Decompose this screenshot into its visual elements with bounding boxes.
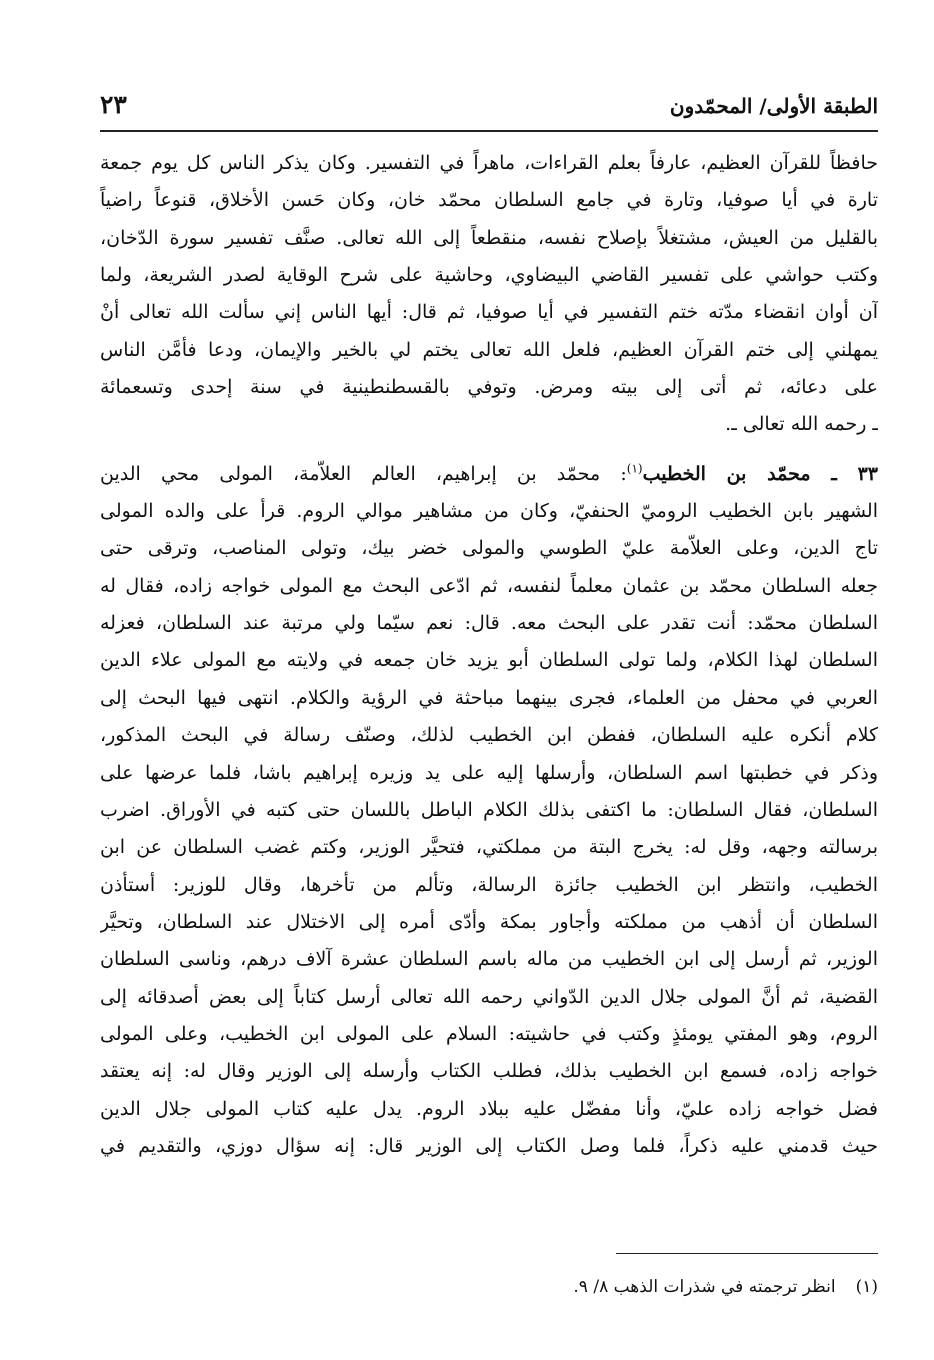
- text-line: وذكر في خطبتها اسم السلطان، وأرسلها إليه على يد وزيره إبراهيم باشا، فلما عرضها على: [100, 761, 878, 784]
- footnote-text: انظر ترجمته في شذرات الذهب ٨/ ٩.: [573, 1277, 836, 1297]
- text-line: برسالته وجهه، وقل له: يخرج البتة من مملكتي، فتحيَّر الوزير، وكتم غضب السلطان عن ابن: [100, 836, 878, 859]
- page-number: ٢٣: [100, 90, 127, 119]
- text-line: آن أوان انقضاء مدّته ختم التفسير في أيا صوفيا، ثم قال: أيها الناس إني سألت الله تعالى أنْ: [100, 301, 878, 324]
- text-line: وكتب حواشي على تفسير القاضي البيضاوي، وحاشية على شرح الوقاية لصدر الشريعة، ولما: [100, 264, 878, 287]
- running-title: الطبقة الأولى/ المحمّدون: [669, 94, 878, 118]
- paragraph-gap: [100, 444, 878, 456]
- text-line: السلطان محمّد: أنت تقدر على البحث معه. قال: نعم سيّما ولي مرتبة عند السلطان، فعزله: [100, 612, 878, 635]
- header-rule: [100, 130, 878, 132]
- text-line: يمهلني إلى ختم القرآن العظيم، فلعل الله تعالى يختم لي بالخير والإيمان، ودعا فأمَّن الناس: [100, 338, 878, 361]
- text-line: كلام أنكره عليه السلطان، ففطن ابن الخطيب لذلك، وصنّف رسالة في البحث المذكور،: [100, 724, 878, 747]
- paragraph-entry-33: [100, 456, 878, 1166]
- text-line: الروم، وهو المفتي يومئذٍ وكتب في حاشيته: السلام على المولى ابن الخطيب، وعلى المولى: [100, 1022, 878, 1045]
- text-line: الخطيب، وانتظر ابن الخطيب جائزة الرسالة، وتألم من تأخرها، وقال للوزير: أستأذن: [100, 873, 878, 896]
- text-line: جعله السلطان محمّد بن عثمان معلماً لنفسه، ثم ادّعى البحث مع المولى خواجه زاده، فقال له: [100, 574, 878, 597]
- entry-heading: ٣٣ ـ محمّد بن الخطيب: [642, 462, 878, 485]
- page-header: [100, 86, 878, 126]
- text-line: بالقليل من العيش، مشتغلاً بإصلاح نفسه، منقطعاً إلى الله تعالى. صنَّف تفسير سورة الدّخان،: [100, 226, 878, 249]
- text-line: على دعائه، ثم أتى إلى بيته ومرض. وتوفي بالقسطنطينية في سنة إحدى وتسعمائة: [100, 376, 878, 399]
- text-line: خواجه زاده، فسمع ابن الخطيب بذلك، فطلب الكتاب وأرسله إلى الوزير وقال له: إنه يعتقد: [100, 1060, 878, 1083]
- footnote-rule: [616, 1253, 878, 1254]
- text-line: فضل خواجه زاده عليّ، وأنا مفضّل عليه ببلاد الروم. يدل عليه كتاب المولى جلال الدين: [100, 1097, 878, 1120]
- entry-first-line-rest: : محمّد بن إبراهيم، العالم العلاّمة، المولى محي الدين: [100, 462, 627, 485]
- text-line: السلطان لهذا الكلام، ولما تولى السلطان أبو يزيد خان جمعه في ولايته مع المولى علاء الدين: [100, 649, 878, 672]
- text-line: تاج الدين، وعلى العلاّمة عليّ الطوسي والمولى خضر بيك، وتولى المناصب، وترقى حتى: [100, 537, 878, 560]
- text-line: تارة في أيا صوفيا، وتارة في جامع السلطان محمّد خان، وكان حَسن الأخلاق، قنوعاً راضياً: [100, 189, 878, 212]
- text-line: الوزير، ثم أرسل إلى ابن الخطيب من ماله باسم السلطان عشرة آلاف درهم، وناسى السلطان: [100, 948, 878, 971]
- entry-first-line: [100, 456, 878, 493]
- body-text: [100, 145, 878, 1165]
- footnote-number: (١): [855, 1277, 878, 1297]
- paragraph-biography-end: [100, 145, 878, 444]
- text-line: حيث قدمني عليه ذكراً، فلما وصل الكتاب إلى الوزير قال: إنه سؤال دوزي، والتقديم في: [100, 1134, 878, 1157]
- text-line: العربي في محفل من العلماء، فجرى بينهما مباحثة في الرؤية والكلام. انتهى فيها البحث إلى: [100, 686, 878, 709]
- text-line: القضية، ثم أنَّ المولى جلال الدين الدّواني رحمه الله تعالى أرسل كتاباً إلى بعض أصدقائه إلى: [100, 985, 878, 1008]
- footnote: [573, 1277, 878, 1297]
- text-line: ـ رحمه الله تعالى ـ.: [725, 413, 878, 436]
- text-line: الشهير بابن الخطيب الروميّ الحنفيّ، وكان من مشاهير موالي الروم. قرأ على والده المولى: [100, 500, 878, 523]
- text-line: السلطان أن أذهب من مملكته وأجاور بمكة وأدّى أمره إلى الاختلال عند السلطان، وتحيَّر: [100, 910, 878, 933]
- text-line: حافظاً للقرآن العظيم، عارفاً بعلم القراءات، ماهراً في التفسير. وكان يذكر الناس كل يوم جمعة: [100, 152, 878, 174]
- footnote-marker: (١): [626, 461, 643, 476]
- text-line: السلطان، فقال السلطان: ما اكتفى بذلك الكلام الباطل باللسان حتى كتبه في الأوراق. اضرب: [100, 798, 878, 821]
